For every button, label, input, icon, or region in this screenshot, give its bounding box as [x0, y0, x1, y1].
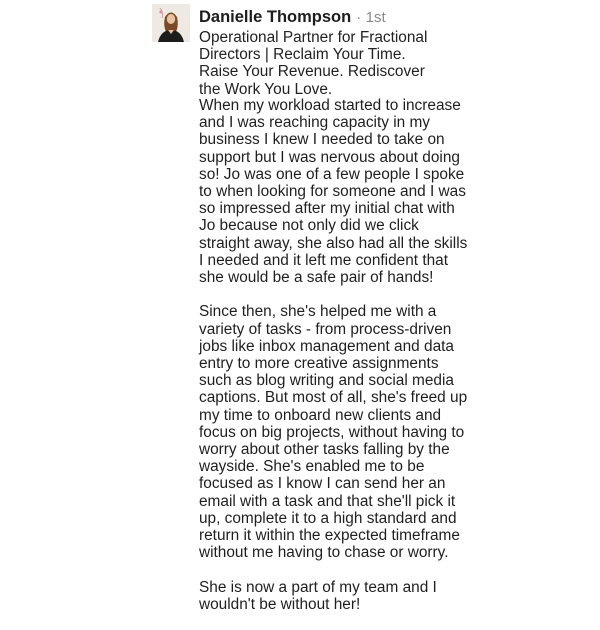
text-line: she would be a safe pair of hands!: [199, 269, 434, 287]
text-line: so! Jo was one of a few people I spoke: [199, 165, 465, 183]
headline-line: Raise Your Revenue. Rediscover: [199, 63, 425, 81]
text-line: straight away, she also had all the skills: [199, 234, 468, 252]
text-line: my time to onboard new clients and: [199, 406, 442, 424]
text-line: I needed and it left me confident that: [199, 251, 448, 269]
text-line: focus on big projects, without having to: [199, 423, 465, 441]
text-line: without me having to chase or worry.: [199, 544, 449, 562]
text-line: email with a task and that she'll pick it: [199, 492, 456, 510]
connection-degree: 1st: [365, 9, 386, 26]
text-line: business I knew I needed to take on: [199, 131, 445, 149]
text-line: and I was reaching capacity in my: [199, 114, 430, 132]
text-line: She is now a part of my team and I: [199, 578, 437, 596]
avatar[interactable]: [152, 4, 190, 42]
text-line: worry about other tasks falling by the: [199, 441, 450, 459]
text-line: jobs like inbox management and data: [199, 337, 454, 355]
text-line: focused as I know I can send her an: [199, 475, 446, 493]
headline-line: the Work You Love.: [199, 80, 333, 98]
recommendation-text: [199, 97, 489, 630]
text-line: return it within the expected timeframe: [199, 527, 460, 545]
paragraph: [199, 97, 489, 286]
text-line: to when looking for someone and I was: [199, 183, 466, 201]
text-line: Jo because not only did we click: [199, 217, 419, 235]
text-line: variety of tasks - from process-driven: [199, 320, 452, 338]
text-line: so impressed after my initial chat with: [199, 200, 455, 218]
separator-dot: ·: [356, 9, 362, 26]
text-line: up, complete it to a high standard and: [199, 509, 457, 527]
text-line: such as blog writing and social media: [199, 372, 454, 390]
author-headline: [199, 29, 459, 98]
paragraph: [199, 579, 489, 613]
text-line: support but I was nervous about doing: [199, 148, 460, 166]
text-line: When my workload started to increase: [199, 97, 461, 114]
text-line: entry to more creative assignments: [199, 355, 439, 373]
text-line: Since then, she's helped me with a: [199, 303, 437, 321]
author-line: [199, 6, 386, 29]
profile-photo-icon: [152, 4, 190, 42]
text-line: captions. But most of all, she's freed up: [199, 389, 468, 407]
author-name[interactable]: Danielle Thompson: [199, 8, 352, 26]
text-line: wouldn't be without her!: [199, 595, 361, 613]
headline-line: Directors | Reclaim Your Time.: [199, 46, 406, 64]
text-line: wayside. She's enabled me to be: [199, 458, 425, 476]
headline-line: Operational Partner for Fractional: [199, 29, 428, 46]
paragraph: [199, 303, 489, 561]
